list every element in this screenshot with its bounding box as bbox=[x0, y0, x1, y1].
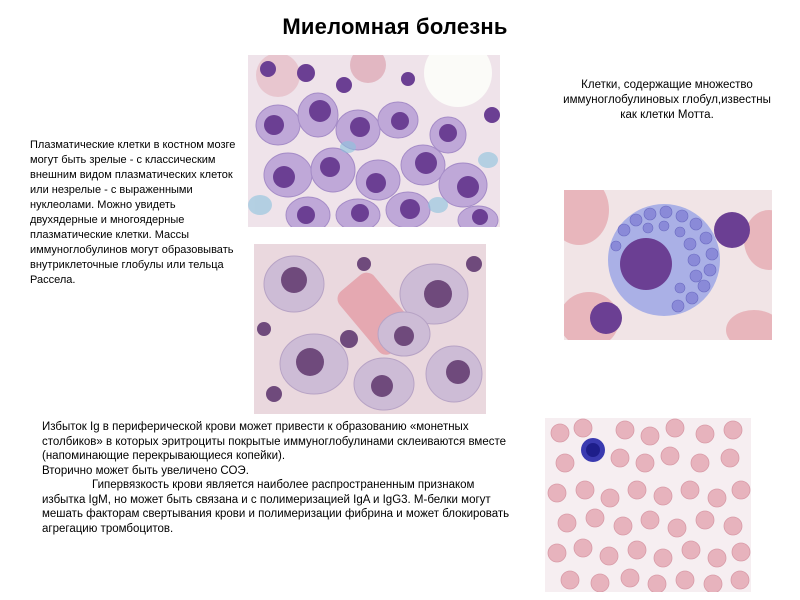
russell-bodies-image bbox=[254, 244, 486, 414]
rouleaux-description bbox=[42, 420, 512, 536]
slide-title: Миеломная болезнь bbox=[282, 14, 508, 39]
plasma-cells-description: Плазматические клетки в костном мозге могут быть зрелые - с классическим внешним видом плазматических клеток или незрелые - с выраженными нуклеолами. Можно увидеть двухядерные и многоядерные плазматические клетки. Массы иммуноглобулинов могут образовывать внутриклеточные глобулы или тельца Рассела. bbox=[30, 139, 236, 286]
mott-cell-image bbox=[564, 190, 772, 340]
mott-cells-description: Клетки, содержащие множество иммуноглобулиновых глобул,известны как клетки Мотта. bbox=[563, 79, 771, 121]
plasma-cells-bone-marrow-image bbox=[248, 55, 500, 227]
rouleaux-blood-smear-image bbox=[545, 418, 751, 592]
paragraph-rouleaux: Избыток Ig в периферической крови может привести к образованию «монетных столбиков» в которых эритроциты покрытые иммуноглобулинами склеиваются вместе (напоминающие перекрывающиеся копейки). bbox=[42, 421, 507, 462]
paragraph-hyperviscosity: Гипервязкость крови является наиболее распространенным признаком избытка IgM, но может быть связана и с полимеризацией IgA и IgG3. М-белки могут мешать факторам свертывания крови и полимеризации фибрина и может блокировать агрегацию тромбоцитов. bbox=[42, 479, 510, 535]
paragraph-esr: Вторично может быть увеличено СОЭ. bbox=[42, 464, 249, 477]
